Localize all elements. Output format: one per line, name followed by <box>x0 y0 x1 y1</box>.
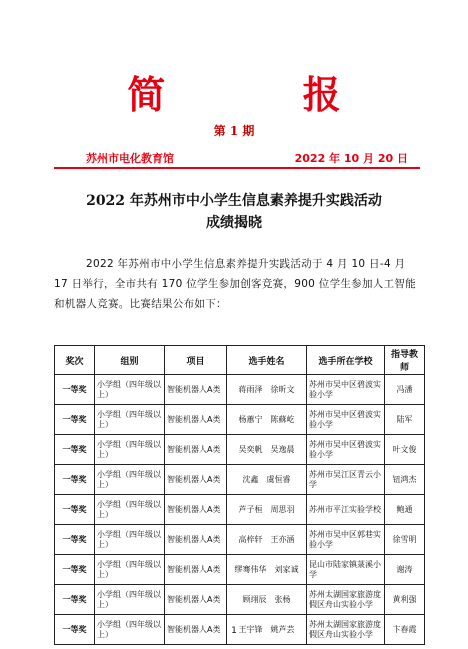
table-row <box>55 375 425 405</box>
document-title: 2022 年苏州市中小学生信息素养提升实践活动 <box>86 193 382 209</box>
table-row <box>55 585 425 615</box>
teacher-cell: 钮鸿杰 <box>385 465 425 495</box>
contestant-names-cell: 吴奕帆 吴逸晨 <box>227 435 307 465</box>
group-cell: 小学组（四年级以上） <box>95 585 165 615</box>
teacher-cell: 鲍通 <box>385 495 425 525</box>
column-header-award: 奖次 <box>55 346 95 375</box>
project-cell: 智能机器人A类 <box>165 375 227 405</box>
contestant-names-cell: 沈鑫 虞恒睿 <box>227 465 307 495</box>
award-cell: 一等奖 <box>55 525 95 555</box>
award-cell: 一等奖 <box>55 435 95 465</box>
group-cell: 小学组（四年级以上） <box>95 495 165 525</box>
project-cell: 智能机器人A类 <box>165 465 227 495</box>
school-cell: 苏州市吴中区碧波实验小学 <box>307 435 385 465</box>
school-cell: 苏州市吴中区郭巷实验小学 <box>307 525 385 555</box>
award-cell: 一等奖 <box>55 495 95 525</box>
award-cell: 一等奖 <box>55 615 95 645</box>
contestant-names-cell: 高梓轩 王亦涵 <box>227 525 307 555</box>
teacher-cell: 冯潘 <box>385 375 425 405</box>
column-header-group: 组别 <box>95 346 165 375</box>
table-header-row <box>55 346 425 375</box>
contestant-names-cell: 王宇锋 姚芦芸 <box>227 615 307 645</box>
school-cell: 苏州市吴中区碧波实验小学 <box>307 375 385 405</box>
page-number: 1 <box>231 626 237 636</box>
teacher-cell: 黄利强 <box>385 585 425 615</box>
teacher-cell: 陆军 <box>385 405 425 435</box>
issue-number: 第 1 期 <box>213 124 255 138</box>
document-subtitle: 成绩揭晓 <box>206 215 262 231</box>
contestant-names-cell: 顾翊辰 张杨 <box>227 585 307 615</box>
column-header-names: 选手姓名 <box>227 346 307 375</box>
contestant-names-cell: 缪骞伟华 刘家诚 <box>227 555 307 585</box>
project-cell: 智能机器人A类 <box>165 495 227 525</box>
intro-paragraph: 2022 年苏州市中小学生信息素养提升实践活动于 4 月 10 日-4 月 17 日举行，全市共有 170 位学生参加创客竞赛，900 位学生参加人工智能和机器人竞赛。比赛结果公布如下： <box>54 258 416 310</box>
issue-date: 2022 年 10 月 20 日 <box>294 152 408 165</box>
group-cell: 小学组（四年级以上） <box>95 525 165 555</box>
table-row <box>55 495 425 525</box>
project-cell: 智能机器人A类 <box>165 585 227 615</box>
contestant-names-cell: 芦子桓 周思羽 <box>227 495 307 525</box>
column-header-teacher: 指导教师 <box>385 346 425 375</box>
school-cell: 苏州市吴中区碧波实验小学 <box>307 405 385 435</box>
bulletin-title: 简 报 <box>127 73 403 117</box>
award-cell: 一等奖 <box>55 465 95 495</box>
school-cell: 苏州太湖国家旅游度假区舟山实验小学 <box>307 615 385 645</box>
header-divider <box>54 167 420 169</box>
group-cell: 小学组（四年级以上） <box>95 435 165 465</box>
award-cell: 一等奖 <box>55 405 95 435</box>
project-cell: 智能机器人A类 <box>165 405 227 435</box>
project-cell: 智能机器人A类 <box>165 555 227 585</box>
school-cell: 苏州市吴江区青云小学 <box>307 465 385 495</box>
project-cell: 智能机器人A类 <box>165 435 227 465</box>
school-cell: 苏州市平江实验学校 <box>307 495 385 525</box>
award-cell: 一等奖 <box>55 585 95 615</box>
project-cell: 智能机器人A类 <box>165 615 227 645</box>
table-row <box>55 525 425 555</box>
results-table <box>54 345 425 645</box>
group-cell: 小学组（四年级以上） <box>95 405 165 435</box>
teacher-cell: 徐雪明 <box>385 525 425 555</box>
teacher-cell: 叶文俊 <box>385 435 425 465</box>
column-header-project: 项目 <box>165 346 227 375</box>
table-row <box>55 405 425 435</box>
contestant-names-cell: 蒋雨泽 徐昕文 <box>227 375 307 405</box>
teacher-cell: 谢涛 <box>385 555 425 585</box>
group-cell: 小学组（四年级以上） <box>95 555 165 585</box>
group-cell: 小学组（四年级以上） <box>95 375 165 405</box>
school-cell: 苏州太湖国家旅游度假区舟山实验小学 <box>307 585 385 615</box>
group-cell: 小学组（四年级以上） <box>95 615 165 645</box>
award-cell: 一等奖 <box>55 555 95 585</box>
column-header-school: 选手所在学校 <box>307 346 385 375</box>
teacher-cell: 卞春霞 <box>385 615 425 645</box>
issuing-organization: 苏州市电化教育馆 <box>86 152 174 165</box>
table-row <box>55 555 425 585</box>
award-cell: 一等奖 <box>55 375 95 405</box>
table-row <box>55 435 425 465</box>
group-cell: 小学组（四年级以上） <box>95 465 165 495</box>
project-cell: 智能机器人A类 <box>165 525 227 555</box>
results-table-body <box>55 375 425 645</box>
contestant-names-cell: 杨蕙宁 陈蘇屹 <box>227 405 307 435</box>
table-row <box>55 465 425 495</box>
school-cell: 昆山市陆家镇菉溪小学 <box>307 555 385 585</box>
